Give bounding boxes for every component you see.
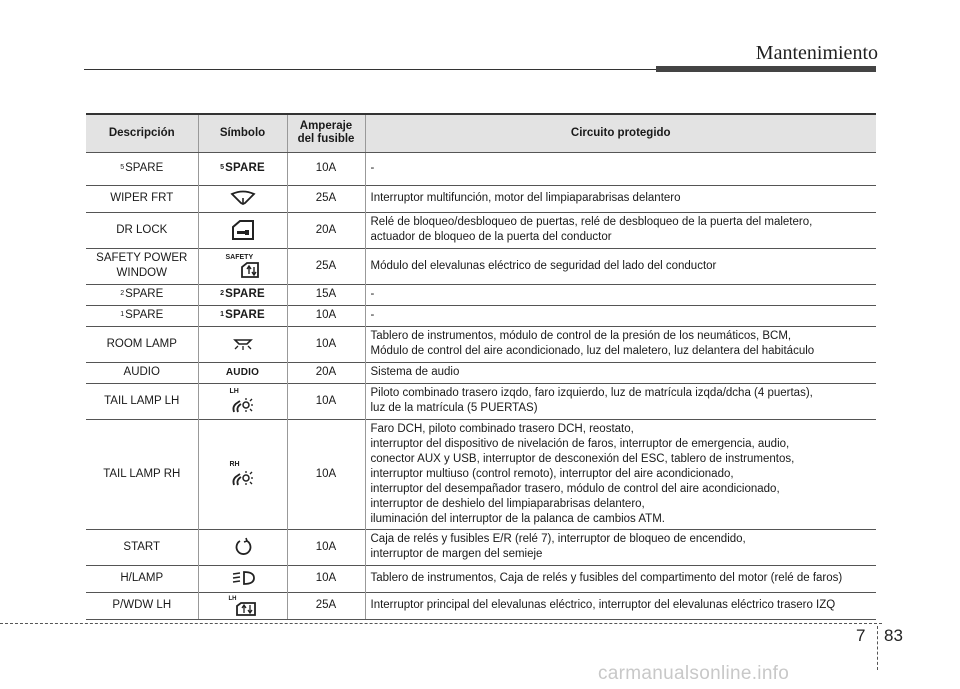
description-cell: $^2$SPARE <box>86 284 198 305</box>
table-row <box>86 592 876 619</box>
description-cell: AUDIO <box>86 362 198 383</box>
description-cell: P/WDW LH <box>86 592 198 619</box>
amperage-cell: 10A <box>287 565 365 592</box>
chapter-number: 7 <box>856 626 866 645</box>
symbol-cell <box>198 419 287 529</box>
table-row <box>86 565 876 592</box>
door-lock-icon <box>230 219 256 241</box>
symbol-cell <box>198 305 287 326</box>
circuit-cell: Interruptor principal del elevalunas eléctrico, interruptor del elevalunas eléctrico trasero IZQ <box>365 592 876 619</box>
symbol-cell <box>198 248 287 284</box>
description-cell: START <box>86 529 198 565</box>
lh-label: LH <box>228 595 237 602</box>
tail-lamp-rh-icon <box>230 461 256 487</box>
description-cell: TAIL LAMP RH <box>86 419 198 529</box>
circuit-cell: Tablero de instrumentos, módulo de control de la presión de los neumáticos, BCM, Módulo de control del aire acondicionado, luz del maletero, luz delantera del habitáculo <box>365 326 876 362</box>
table-row <box>86 185 876 212</box>
spare-symbol: $^1$SPARE <box>220 309 265 321</box>
headlamp-icon <box>230 570 256 586</box>
table-row <box>86 284 876 305</box>
circuit-cell: Sistema de audio <box>365 362 876 383</box>
circuit-cell: Relé de bloqueo/desbloqueo de puertas, relé de desbloqueo de la puerta del maletero, actuador de bloqueo de la puerta del conductor <box>365 212 876 248</box>
footer-dashed-rule <box>0 623 882 624</box>
table-row <box>86 305 876 326</box>
fuse-table <box>86 113 876 620</box>
description-cell: TAIL LAMP LH <box>86 383 198 419</box>
circuit-cell: Módulo del elevalunas eléctrico de seguridad del lado del conductor <box>365 248 876 284</box>
column-header-symbol: Símbolo <box>198 114 287 152</box>
circuit-cell: Piloto combinado trasero izqdo, faro izquierdo, luz de matrícula izqda/dcha (4 puertas), luz de la matrícula (5 PUERTAS) <box>365 383 876 419</box>
header-rule-thin <box>84 69 656 70</box>
audio-symbol: AUDIO <box>225 367 260 378</box>
amperage-cell: 10A <box>287 529 365 565</box>
circuit-cell: Interruptor multifunción, motor del limpiaparabrisas delantero <box>365 185 876 212</box>
table-row <box>86 362 876 383</box>
circuit-cell: Tablero de instrumentos, Caja de relés y fusibles del compartimento del motor (relé de faros) <box>365 565 876 592</box>
amperage-cell: 25A <box>287 185 365 212</box>
watermark: carmanualsonline.info <box>598 663 790 684</box>
circuit-cell: - <box>365 305 876 326</box>
symbol-cell <box>198 362 287 383</box>
table-row <box>86 152 876 185</box>
amperage-cell: 15A <box>287 284 365 305</box>
symbol-cell <box>198 212 287 248</box>
room-lamp-icon <box>231 336 255 352</box>
amperage-cell: 10A <box>287 305 365 326</box>
table-row <box>86 248 876 284</box>
description-cell: H/LAMP <box>86 565 198 592</box>
symbol-cell <box>198 383 287 419</box>
tail-lamp-lh-icon <box>230 388 256 414</box>
amperage-cell: 10A <box>287 152 365 185</box>
amperage-cell: 10A <box>287 383 365 419</box>
spare-symbol: $^2$SPARE <box>220 288 265 300</box>
table-row <box>86 212 876 248</box>
safety-window-icon <box>226 254 260 278</box>
safety-label: SAFETY <box>225 254 254 261</box>
header-rule-thick <box>656 66 876 72</box>
column-header-description: Descripción <box>86 114 198 152</box>
fuse-table-container <box>86 113 876 620</box>
symbol-cell <box>198 284 287 305</box>
symbol-cell <box>198 565 287 592</box>
page-header-title: Mantenimiento <box>755 42 878 64</box>
description-cell: SAFETY POWER WINDOW <box>86 248 198 284</box>
table-row <box>86 383 876 419</box>
symbol-cell <box>198 529 287 565</box>
description-cell: $^1$SPARE <box>86 305 198 326</box>
symbol-cell <box>198 152 287 185</box>
circuit-cell: - <box>365 284 876 305</box>
description-cell: $^5$SPARE <box>86 152 198 185</box>
description-cell: ROOM LAMP <box>86 326 198 362</box>
table-row <box>86 529 876 565</box>
amperage-cell: 20A <box>287 212 365 248</box>
symbol-cell <box>198 326 287 362</box>
page-number: 83 <box>884 626 903 645</box>
amperage-cell: 20A <box>287 362 365 383</box>
description-cell: WIPER FRT <box>86 185 198 212</box>
circuit-cell: Faro DCH, piloto combinado trasero DCH, reostato, interruptor del dispositivo de nivelación de faros, interruptor de emergencia, audio, conector AUX y USB, interruptor de desconexión del ESC, tablero de instrumentos, interruptor multiuso (control remoto), interruptor del aire acondicionado, interruptor del desempañador trasero, módulo de control del aire acondicionado, interruptor de deshielo del limpiaparabrisas delantero, iluminación del interruptor de la palanca de cambios ATM. <box>365 419 876 529</box>
column-header-amperage: Amperaje del fusible <box>287 114 365 152</box>
wiper-icon <box>230 190 256 206</box>
footer-dashed-divider <box>877 626 878 670</box>
circuit-cell: Caja de relés y fusibles E/R (relé 7), interruptor de bloqueo de encendido, interruptor de margen del semieje <box>365 529 876 565</box>
description-cell: DR LOCK <box>86 212 198 248</box>
symbol-cell <box>198 185 287 212</box>
column-header-circuit: Circuito protegido <box>365 114 876 152</box>
amperage-cell: 25A <box>287 248 365 284</box>
rh-label: RH <box>229 461 240 468</box>
lh-label: LH <box>229 388 239 395</box>
power-window-lh-icon <box>229 596 257 616</box>
spare-symbol: $^5$SPARE <box>220 162 265 174</box>
start-icon <box>233 537 253 557</box>
amperage-cell: 10A <box>287 419 365 529</box>
table-row <box>86 419 876 529</box>
circuit-cell: - <box>365 152 876 185</box>
table-header-row <box>86 114 876 152</box>
table-row <box>86 326 876 362</box>
amperage-cell: 25A <box>287 592 365 619</box>
symbol-cell <box>198 592 287 619</box>
amperage-cell: 10A <box>287 326 365 362</box>
